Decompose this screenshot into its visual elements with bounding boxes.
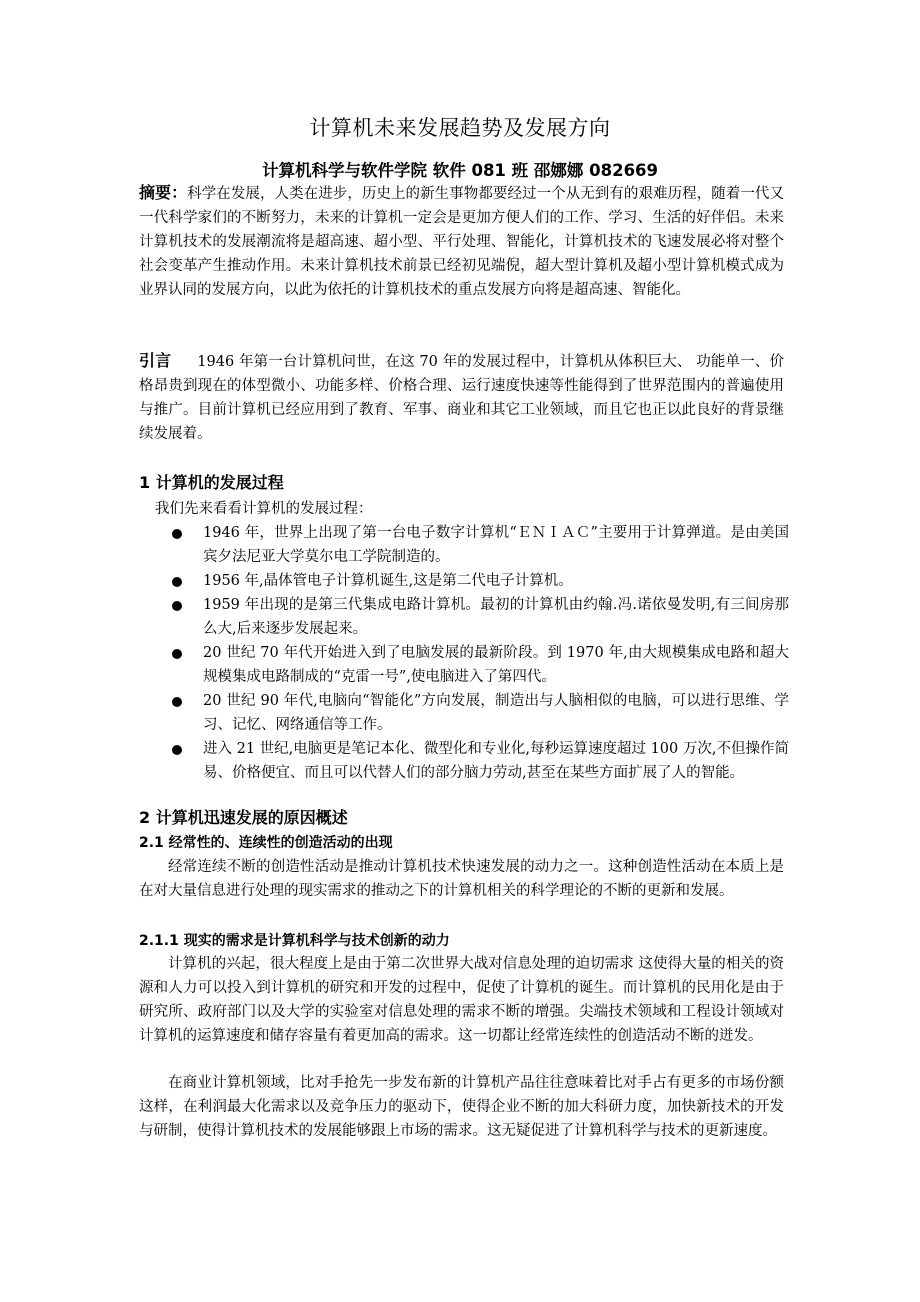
intro-text: 1946 年第一台计算机问世，在这 70 年的发展过程中，计算机从体积巨大、 功能单一、价格昂贵到现在的体型微小、功能多样、价格合理、运行速度快速等性能得到了世界范围内的普遍使用与推广。目前计算机已经应用到了教育、军事、商业和其它工业领域，而且它也正以此良好的背景继续发展着。 [139, 354, 784, 442]
author-line: 计算机科学与软件学院 软件 081 班 邵娜娜 082669 [261, 161, 659, 180]
bullet-dot-icon [172, 529, 182, 539]
bullet-dot-icon [172, 649, 182, 659]
intro-paragraph [139, 349, 784, 446]
list-item: 1946 年，世界上出现了第一台电子数字计算机“ＥＮＩＡＣ”主要用于计算弹道。是由美国宾夕法尼亚大学莫尔电工学院制造的。 [139, 521, 789, 569]
bullet-dot-icon [172, 745, 182, 755]
abstract-text: 科学在发展，人类在进步，历史上的新生事物都要经过一个从无到有的艰难历程，随着一代又一代科学家们的不断努力，未来的计算机一定会是更加方便人们的工作、学习、生活的好伴侣。未来计算机技术的发展潮流将是超高速、超小型、平行处理、智能化，计算机技术的飞速发展必将对整个社会变革产生推动作用。未来计算机技术前景已经初见端倪，超大型计算机及超小型计算机模式成为业界认同的发展方向，以此为依托的计算机技术的重点发展方向将是超高速、智能化。 [139, 186, 784, 298]
section-1-heading: 1 计算机的发展过程 [139, 473, 284, 492]
intro-label: 引言 [139, 351, 172, 370]
list-item: 1956 年,晶体管电子计算机诞生,这是第二代电子计算机。 [139, 569, 789, 593]
section-2-1-1-paragraph-1: 计算机的兴起，很大程度上是由于第二次世界大战对信息处理的迫切需求 这使得大量的相关的资源和人力可以投入到计算机的研究和开发的过程中，促使了计算机的诞生。而计算机的民用化是由于研究所、政府部门以及大学的实验室对信息处理的需求不断的增强。尖端技术领域和工程设计领域对计算机的运算速度和储存容量有着更加高的需求。这一切都让经常连续性的创造活动不断的迸发。 [139, 956, 784, 1044]
abstract-paragraph [139, 181, 784, 302]
section-2-1-paragraph: 经常连续不断的创造性活动是推动计算机技术快速发展的动力之一。这种创造性活动在本质上是在对大量信息进行处理的现实需求的推动之下的计算机相关的科学理论的不断的更新和发展。 [139, 859, 784, 899]
list-item: 20 世纪 70 年代开始进入到了电脑发展的最新阶段。到 1970 年,由大规模集成电路和超大规模集成电路制成的“克雷一号”,使电脑进入了第四代。 [139, 641, 789, 689]
bullet-dot-icon [172, 697, 182, 707]
list-item: 进入 21 世纪,电脑更是笔记本化、微型化和专业化,每秒运算速度超过 100 万次,不但操作简易、价格便宜、而且可以代替人们的部分脑力劳动,甚至在某些方面扩展了人的智能。 [139, 737, 789, 785]
abstract-label: 摘要： [139, 183, 188, 202]
list-item: 20 世纪 90 年代,电脑向“智能化”方向发展，制造出与人脑相似的电脑，可以进行思维、学习、记忆、网络通信等工作。 [139, 689, 789, 737]
document-title: 计算机未来发展趋势及发展方向 [309, 116, 611, 140]
section-2-1-1-heading: 2.1.1 现实的需求是计算机科学与技术创新的动力 [139, 933, 450, 949]
section-2-1-heading: 2.1 经常性的、连续性的创造活动的出现 [139, 835, 393, 851]
list-item: 1959 年出现的是第三代集成电路计算机。最初的计算机由约翰.冯.诺依曼发明,有三间房那么大,后来逐步发展起来。 [139, 593, 789, 641]
history-bullet-list [139, 521, 789, 785]
section-1-intro: 我们先来看看计算机的发展过程： [155, 501, 373, 517]
section-2-heading: 2 计算机迅速发展的原因概述 [139, 808, 348, 827]
bullet-dot-icon [172, 601, 182, 611]
bullet-dot-icon [172, 577, 182, 587]
section-2-1-1-paragraph-2: 在商业计算机领域，比对手抢先一步发布新的计算机产品往往意味着比对手占有更多的市场份额 这样，在利润最大化需求以及竞争压力的驱动下，使得企业不断的加大科研力度，加快新技术的开发与研制，使得计算机技术的发展能够跟上市场的需求。这无疑促进了计算机科学与技术的更新速度。 [139, 1075, 784, 1139]
